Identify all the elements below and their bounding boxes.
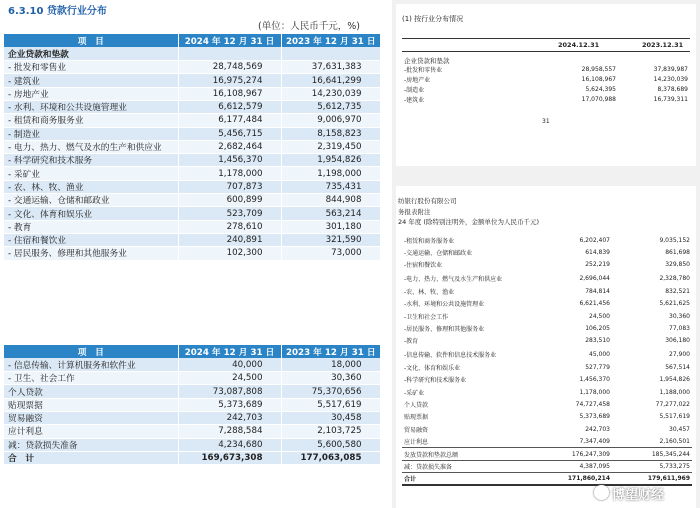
row-label: - 租赁和商务服务业 (4, 114, 178, 127)
scan-col-2024: 2024.12.31 (558, 41, 600, 49)
value-2023: 563,214 (281, 207, 380, 220)
scan-label: -批发和零售业 (404, 66, 443, 74)
value-2024: 278,610 (178, 220, 281, 233)
scan-table-bottom (402, 234, 692, 486)
scan-value-2024: 252,219 (585, 261, 610, 269)
total-label: 合 计 (4, 451, 178, 464)
value-2023: 30,360 (281, 372, 380, 385)
scan-label: -科学研究和技术服务业 (404, 377, 467, 385)
scan-label: 减：贷款损失准备 (402, 460, 542, 472)
value-2024: 102,300 (178, 247, 281, 260)
value-2024: 1,456,370 (178, 154, 281, 167)
scan-value-2024: 283,510 (585, 337, 610, 345)
watermark-text: 博望财经 (612, 488, 665, 503)
scan-value-2024: 5,624,395 (585, 85, 616, 93)
scan-label: 发放贷款和垫款总额 (402, 448, 542, 460)
row-label: 贴现票据 (4, 398, 178, 411)
scan-value-2023: 8,378,689 (657, 85, 688, 93)
value-2024: 240,891 (178, 233, 281, 246)
total-2023: 177,063,085 (281, 451, 380, 464)
scan-value-2024: 1,178,000 (579, 388, 610, 396)
scan-value-2024: 527,779 (585, 363, 610, 371)
value-2024: 28,748,569 (178, 61, 281, 74)
header-2024: 2024 年 12 月 31 日 (178, 34, 281, 47)
row-label: - 居民服务、修理和其他服务业 (4, 247, 178, 260)
scan-value-2024: 6,621,456 (579, 300, 610, 308)
row-label: 个人贷款 (4, 385, 178, 398)
total-2024: 169,673,308 (178, 451, 281, 464)
scan-row (402, 361, 692, 373)
table-row (4, 74, 380, 87)
row-label: 贸易融资 (4, 411, 178, 424)
value-2023: 5,612,735 (281, 100, 380, 113)
table-row (4, 233, 380, 246)
value-2023: 9,006,970 (281, 114, 380, 127)
scan-value-2023: 30,457 (669, 425, 690, 433)
scan-value-2023: 1,188,000 (659, 388, 690, 396)
scan-row (402, 285, 692, 297)
value-2023: 16,641,299 (281, 74, 380, 87)
scan-value-2023: 185,345,244 (612, 448, 692, 460)
value-2023: 37,631,383 (281, 61, 380, 74)
scan-value-2023: 16,739,311 (653, 95, 688, 103)
scan-row (402, 322, 692, 334)
value-2023: 2,319,450 (281, 140, 380, 153)
table-row (4, 154, 380, 167)
scan-value-2024: 24,500 (589, 312, 610, 320)
scan-row (402, 271, 692, 285)
row-label: 减：贷款损失准备 (4, 438, 178, 451)
row-label: - 批发和零售业 (4, 61, 178, 74)
scan-page-number: 31 (542, 118, 550, 125)
value-2024: 6,177,484 (178, 114, 281, 127)
value-2023: 844,908 (281, 194, 380, 207)
scan-label: -房地产业 (404, 76, 431, 84)
scan-table-top (402, 64, 690, 104)
scan-value-2023: 2,328,780 (659, 274, 690, 282)
scan-label: -教育 (404, 338, 419, 346)
row-label: - 住宿和餐饮业 (4, 233, 178, 246)
row-label: - 农、林、牧、渔业 (4, 180, 178, 193)
scan-value-2023: 306,180 (665, 337, 690, 345)
scan-subtitle: 务报表附注 (398, 208, 431, 216)
header-2024: 2024 年 12 月 31 日 (178, 345, 281, 358)
table-row (4, 220, 380, 233)
value-2023: 14,230,039 (281, 87, 380, 100)
value-2024: 4,234,680 (178, 438, 281, 451)
table-2-body (4, 358, 380, 464)
scan-value-2024: 74,727,458 (575, 400, 610, 408)
scan-row (402, 374, 692, 386)
value-2023: 73,000 (281, 247, 380, 260)
scan-row (402, 259, 692, 271)
scan-label: 合计 (402, 473, 542, 485)
scan-value-2023: 1,954,826 (659, 376, 690, 384)
value-2023: 1,954,826 (281, 154, 380, 167)
value-2023: 301,180 (281, 220, 380, 233)
value-2024: 16,975,274 (178, 74, 281, 87)
scan-row (402, 74, 690, 84)
scan-heading: (1) 按行业分布情况 (402, 15, 464, 23)
row-label: - 电力、热力、燃气及水的生产和供应业 (4, 140, 178, 153)
row-label: - 房地产业 (4, 87, 178, 100)
header-2023: 2023 年 12 月 31 日 (281, 34, 380, 47)
table-row (4, 114, 380, 127)
table-1-body (4, 47, 380, 260)
value-2023: 735,431 (281, 180, 380, 193)
table-row (4, 167, 380, 180)
value-2023: 8,158,823 (281, 127, 380, 140)
value-2023: 321,590 (281, 233, 380, 246)
value-2023: 18,000 (281, 358, 380, 371)
scan-value-2023: 77,083 (669, 325, 690, 333)
table-row (4, 411, 380, 424)
scan-label: -制造业 (404, 86, 425, 94)
table-row (4, 398, 380, 411)
value-2024: 40,000 (178, 358, 281, 371)
scan-value-2023: 5,733,275 (612, 460, 692, 472)
row-label: - 采矿业 (4, 167, 178, 180)
scan-value-2023: 37,839,987 (653, 65, 688, 73)
empty-cell (178, 47, 281, 60)
scan-label: -租赁和商务服务业 (404, 237, 455, 245)
value-2024: 523,709 (178, 207, 281, 220)
scan-value-2024: 176,247,309 (542, 448, 612, 460)
scan-row (402, 64, 690, 74)
scan-value-2023: 5,621,625 (659, 300, 690, 308)
scan-label: -卫生和社会工作 (404, 313, 449, 321)
row-label: - 文化、体育和娱乐业 (4, 207, 178, 220)
scan-value-2023: 30,360 (669, 312, 690, 320)
group-label: 企业贷款和垫款 (4, 47, 178, 60)
scan-value-2024: 6,202,407 (579, 236, 610, 244)
scan-value-2024: 5,373,689 (579, 413, 610, 421)
value-2024: 7,288,584 (178, 425, 281, 438)
value-2024: 242,703 (178, 411, 281, 424)
scan-page-bottom (396, 186, 696, 508)
scan-value-2024: 614,839 (585, 249, 610, 257)
scan-value-2024: 17,070,988 (581, 95, 616, 103)
row-label: - 建筑业 (4, 74, 178, 87)
scan-group-label: 企业贷款和垫款 (404, 57, 450, 65)
value-2024: 24,500 (178, 372, 281, 385)
value-2024: 5,456,715 (178, 127, 281, 140)
header-item: 项 目 (4, 345, 178, 358)
scan-row (402, 246, 692, 258)
group-row (4, 47, 380, 60)
scan-row (402, 84, 690, 94)
table-row (4, 100, 380, 113)
table-row (4, 358, 380, 371)
scan-value-2023: 179,611,969 (612, 473, 692, 485)
table-row (4, 180, 380, 193)
row-label: - 教育 (4, 220, 178, 233)
scan-label: -采矿业 (404, 389, 425, 397)
scan-year-note: 24 年度 (除特别注明外，金额单位为人民币千元) (398, 218, 539, 226)
scan-row (402, 423, 692, 435)
table-row (4, 372, 380, 385)
scan-value-2024: 4,387,095 (542, 460, 612, 472)
value-2024: 600,899 (178, 194, 281, 207)
header-item: 项 目 (4, 34, 178, 47)
value-2023: 30,458 (281, 411, 380, 424)
unit-note: (单位：人民币千元，%) (258, 21, 360, 32)
scan-row (402, 310, 692, 322)
row-label: - 交通运输、仓储和邮政业 (4, 194, 178, 207)
header-2023: 2023 年 12 月 31 日 (281, 345, 380, 358)
scan-value-2024: 45,000 (589, 350, 610, 358)
table-row (4, 61, 380, 74)
scan-row (402, 460, 692, 472)
table-row (4, 438, 380, 451)
scan-value-2023: 329,850 (665, 261, 690, 269)
row-label: - 卫生、社会工作 (4, 372, 178, 385)
scan-value-2023: 5,517,619 (659, 413, 690, 421)
scan-label: -水利、环境和公共设施管理业 (404, 301, 485, 309)
scan-value-2023: 14,230,039 (653, 75, 688, 83)
scan-row (402, 234, 692, 246)
watermark-logo-icon (594, 485, 609, 500)
scan-value-2023: 2,160,501 (659, 437, 690, 445)
scan-value-2024: 106,205 (585, 325, 610, 333)
scan-value-2023: 567,514 (665, 363, 690, 371)
scan-value-2023: 861,698 (665, 249, 690, 257)
total-row (4, 451, 380, 464)
scan-row (402, 347, 692, 361)
scan-row (402, 335, 692, 347)
table-row (4, 194, 380, 207)
value-2023: 5,517,619 (281, 398, 380, 411)
value-2024: 1,178,000 (178, 167, 281, 180)
table-row (4, 207, 380, 220)
row-label: 应计利息 (4, 425, 178, 438)
scan-row (402, 398, 692, 410)
value-2024: 16,108,967 (178, 87, 281, 100)
scan-value-2024: 28,958,557 (581, 65, 616, 73)
value-2024: 5,373,689 (178, 398, 281, 411)
scan-label: 个人贷款 (404, 401, 429, 409)
value-2023: 75,370,656 (281, 385, 380, 398)
scan-label: -居民服务、修理和其他服务业 (404, 326, 485, 334)
scan-label: 贸易融资 (404, 426, 429, 434)
scan-label: -电力、热力、燃气及水生产和供应业 (404, 275, 503, 283)
scan-label: 贴现票据 (404, 414, 429, 422)
value-2024: 6,612,579 (178, 100, 281, 113)
loan-industry-table-1 (4, 34, 381, 261)
scan-value-2024: 171,860,214 (542, 473, 612, 485)
row-label: - 制造业 (4, 127, 178, 140)
scan-page-top (396, 4, 696, 166)
scan-value-2023: 27,900 (669, 350, 690, 358)
scan-label: -文化、体育和娱乐业 (404, 364, 461, 372)
scan-value-2023: 77,277,022 (655, 400, 690, 408)
table-row (4, 87, 380, 100)
row-label: - 水利、环境和公共设施管理业 (4, 100, 178, 113)
scan-value-2023: 9,035,152 (659, 236, 690, 244)
scan-label: -信息传输、软件和信息技术服务业 (404, 351, 497, 359)
section-title: 6.3.10 贷款行业分布 (8, 6, 107, 17)
scan-value-2024: 2,696,044 (579, 274, 610, 282)
scan-label: -农、林、牧、渔业 (404, 288, 455, 296)
value-2023: 2,103,725 (281, 425, 380, 438)
scan-value-2024: 242,703 (585, 425, 610, 433)
value-2024: 73,087,808 (178, 385, 281, 398)
loan-industry-table-2 (4, 345, 381, 465)
value-2023: 5,600,580 (281, 438, 380, 451)
row-label: - 科学研究和技术服务 (4, 154, 178, 167)
scan-row (402, 94, 690, 104)
row-label: - 信息传输、计算机服务和软件业 (4, 358, 178, 371)
scan-label: -建筑业 (404, 96, 425, 104)
value-2024: 707,873 (178, 180, 281, 193)
scan-row (402, 386, 692, 398)
value-2023: 1,198,000 (281, 167, 380, 180)
scan-label: 应计利息 (404, 438, 429, 446)
scan-value-2024: 7,347,409 (579, 437, 610, 445)
table-row (4, 425, 380, 438)
scan-value-2023: 832,521 (665, 287, 690, 295)
scan-value-2024: 16,108,967 (581, 75, 616, 83)
table-row (4, 247, 380, 260)
empty-cell (281, 47, 380, 60)
value-2024: 2,682,464 (178, 140, 281, 153)
table-row (4, 140, 380, 153)
scan-row (402, 411, 692, 423)
scan-value-2024: 1,456,370 (579, 376, 610, 384)
scan-row (402, 435, 692, 447)
table-row (4, 127, 380, 140)
scan-row (402, 448, 692, 460)
scan-row (402, 298, 692, 310)
scan-value-2024: 784,814 (585, 287, 610, 295)
table-row (4, 385, 380, 398)
scan-label: -交通运输、仓储和邮政业 (404, 250, 473, 258)
scan-col-2023: 2023.12.31 (642, 41, 684, 49)
scan-label: -住宿和餐饮业 (404, 262, 443, 270)
scan-company: 纺银行股份有限公司 (398, 197, 457, 205)
